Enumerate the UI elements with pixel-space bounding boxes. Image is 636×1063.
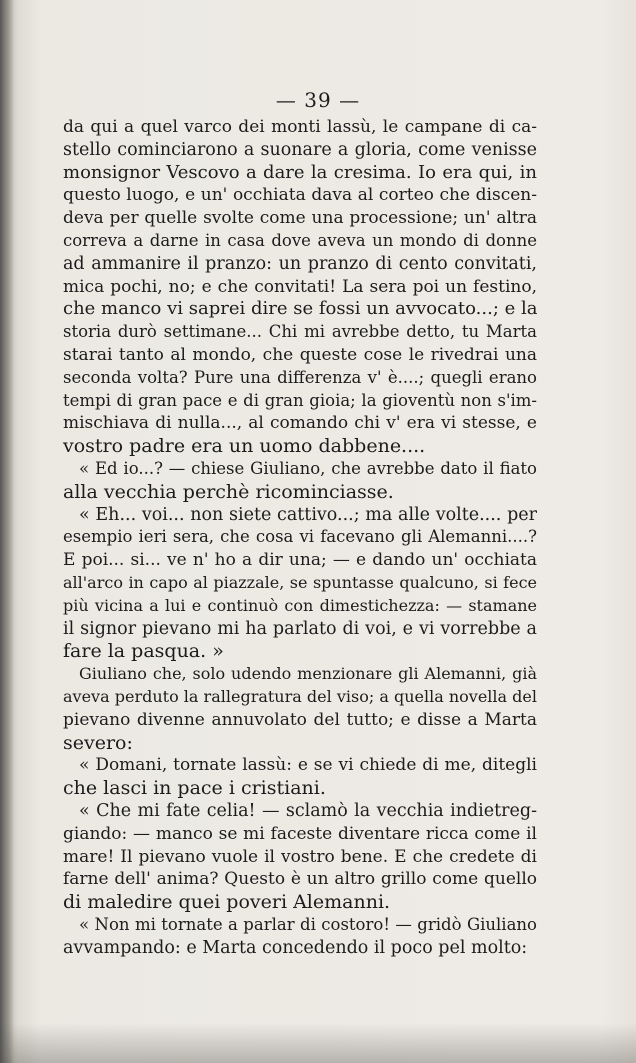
text-line: ad ammanire il pranzo: un pranzo di cento convitati, bbox=[63, 253, 537, 274]
page-bottom-shadow bbox=[0, 1023, 636, 1063]
text-line: Giuliano che, solo udendo menzionare gli Alemanni, già bbox=[79, 664, 537, 684]
text-line: starai tanto al mondo, che queste cose le rivedrai una bbox=[63, 344, 537, 365]
text-line: tempi di gran pace e di gran gioia; la gioventù non s'im- bbox=[63, 390, 537, 410]
text-line: « Eh... voi... non siete cattivo...; ma alle volte.... per bbox=[79, 504, 537, 525]
text-line: che lasci in pace i cristiani. bbox=[63, 777, 326, 800]
page-spine-shadow bbox=[0, 0, 14, 1063]
text-line: farne dell' anima? Questo è un altro grillo come quello bbox=[63, 869, 537, 890]
text-line: seconda volta? Pure una differenza v' è....; quegli erano bbox=[63, 367, 537, 387]
text-line: vostro padre era un uomo dabbene.... bbox=[63, 435, 426, 458]
text-line: giando: — manco se mi faceste diventare ricca come il bbox=[63, 823, 537, 844]
text-line: fare la pasqua. » bbox=[63, 640, 224, 663]
body-text bbox=[63, 116, 537, 959]
text-line: aveva perduto la rallegratura del viso; a quella novella del bbox=[63, 686, 537, 706]
text-line: stello cominciarono a suonare a gloria, come venisse bbox=[63, 139, 537, 160]
page-number: — 39 — bbox=[275, 88, 361, 112]
text-line: alla vecchia perchè ricominciasse. bbox=[63, 480, 394, 503]
text-line: deva per quelle svolte come una processione; un' altra bbox=[63, 208, 537, 229]
text-line: E poi... si... ve n' ho a dir una; — e dando un' occhiata bbox=[63, 550, 537, 571]
text-line: mica pochi, no; e che convitati! La sera poi un festino, bbox=[63, 276, 537, 297]
text-line: « Che mi fate celia! — sclamò la vecchia indietreg- bbox=[79, 800, 537, 821]
text-line: « Domani, tornate lassù: e se vi chiede di me, ditegli bbox=[79, 755, 537, 776]
text-line: esempio ieri sera, che cosa vi facevano gli Alemanni....? bbox=[63, 527, 537, 547]
text-line: monsignor Vescovo a dare la cresima. Io era qui, in bbox=[63, 161, 537, 183]
text-line: il signor pievano mi ha parlato di voi, e vi vorrebbe a bbox=[63, 618, 537, 639]
text-line: mischiava di nulla..., al comando chi v' era vi stesse, e bbox=[63, 413, 537, 434]
text-line: pievano divenne annuvolato del tutto; e disse a Marta bbox=[63, 709, 537, 730]
text-line: da qui a quel varco dei monti lassù, le campane di ca- bbox=[63, 117, 537, 137]
text-line: « Non mi tornate a parlar di costoro! — gridò Giuliano bbox=[79, 914, 537, 934]
text-line: avvampando: e Marta concedendo il poco pel molto: bbox=[63, 937, 528, 958]
text-line: più vicina a lui e continuò con dimestichezza: — stamane bbox=[63, 595, 537, 615]
text-line: « Ed io...? — chiese Giuliano, che avrebbe dato il fiato bbox=[79, 458, 537, 478]
text-line: che manco vi saprei dire se fossi un avvocato...; e la bbox=[63, 298, 538, 320]
text-line: all'arco in capo al piazzale, se spuntasse qualcuno, si fece bbox=[63, 572, 537, 592]
text-line: di maledire quei poveri Alemanni. bbox=[63, 891, 391, 914]
text-line: mare! Il pievano vuole il vostro bene. E che credete di bbox=[63, 846, 537, 867]
text-line: correva a darne in casa dove aveva un mondo di donne bbox=[63, 230, 537, 250]
text-line: questo luogo, e un' occhiata dava al corteo che discen- bbox=[63, 185, 537, 206]
text-line: severo: bbox=[63, 731, 133, 754]
text-line: storia durò settimane... Chi mi avrebbe detto, tu Marta bbox=[63, 322, 537, 342]
